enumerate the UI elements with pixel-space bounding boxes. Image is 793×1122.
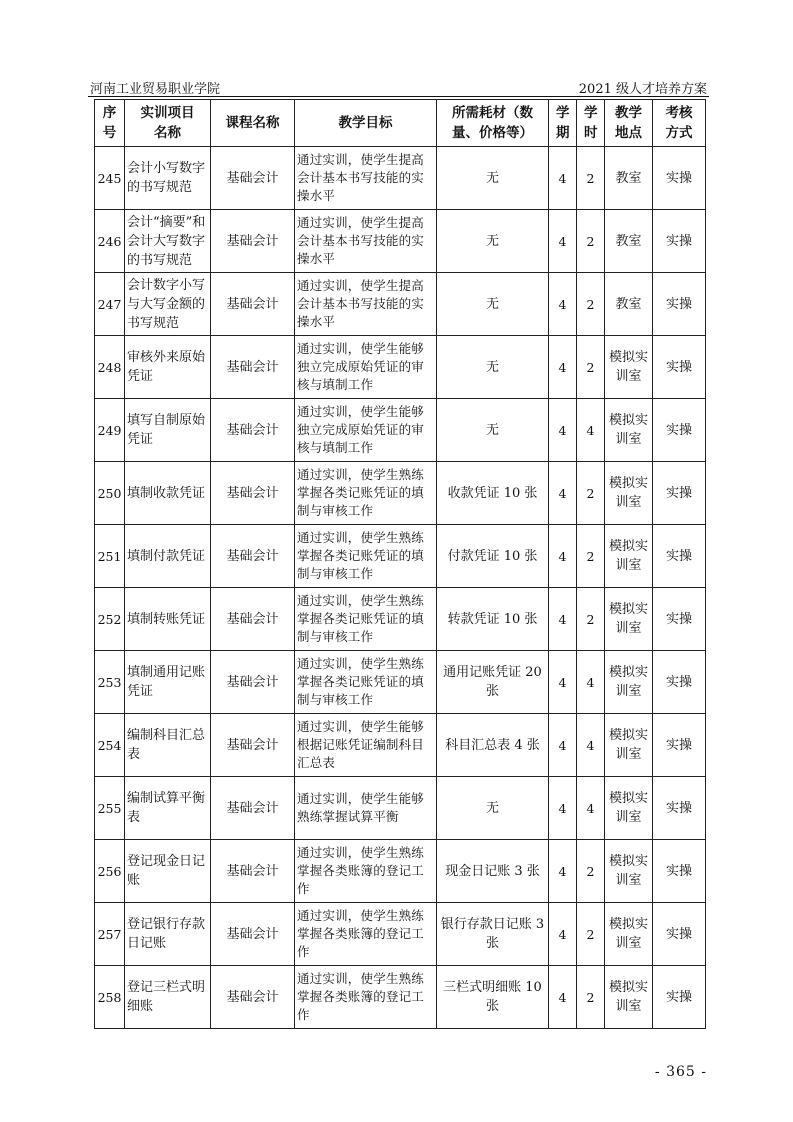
row-semester: 4 (549, 399, 577, 462)
row-location: 模拟实训室 (605, 714, 653, 777)
row-hours: 2 (577, 462, 605, 525)
table-row (95, 462, 706, 525)
row-hours: 2 (577, 525, 605, 588)
row-course-name: 基础会计 (211, 273, 295, 336)
row-project-name: 填制收款凭证 (125, 462, 211, 525)
col-header-semester: 学期 (549, 100, 577, 147)
row-location: 模拟实训室 (605, 903, 653, 966)
row-semester: 4 (549, 273, 577, 336)
row-location: 教室 (605, 210, 653, 273)
row-teaching-goal: 通过实训，使学生熟练掌握各类记账凭证的填制与审核工作 (295, 651, 437, 714)
row-project-name: 填制通用记账凭证 (125, 651, 211, 714)
row-course-name: 基础会计 (211, 714, 295, 777)
page-header (88, 78, 709, 97)
table-row (95, 714, 706, 777)
col-header-goal: 教学目标 (295, 100, 437, 147)
row-teaching-goal: 通过实训，使学生提高会计基本书写技能的实操水平 (295, 273, 437, 336)
row-teaching-goal: 通过实训，使学生熟练掌握各类记账凭证的填制与审核工作 (295, 462, 437, 525)
row-exam-method: 实操 (653, 651, 706, 714)
row-hours: 2 (577, 147, 605, 210)
row-exam-method: 实操 (653, 399, 706, 462)
row-no: 246 (95, 210, 125, 273)
row-teaching-goal: 通过实训，使学生熟练掌握各类记账凭证的填制与审核工作 (295, 588, 437, 651)
table-header-row (95, 100, 706, 147)
row-materials: 通用记账凭证 20 张 (437, 651, 549, 714)
row-exam-method: 实操 (653, 966, 706, 1029)
row-teaching-goal: 通过实训，使学生提高会计基本书写技能的实操水平 (295, 210, 437, 273)
row-exam-method: 实操 (653, 588, 706, 651)
row-semester: 4 (549, 462, 577, 525)
training-projects-table (94, 99, 706, 1029)
row-no: 250 (95, 462, 125, 525)
row-project-name: 登记三栏式明细账 (125, 966, 211, 1029)
row-course-name: 基础会计 (211, 588, 295, 651)
col-header-location: 教学地点 (605, 100, 653, 147)
row-exam-method: 实操 (653, 525, 706, 588)
row-hours: 2 (577, 840, 605, 903)
row-materials: 无 (437, 147, 549, 210)
row-hours: 2 (577, 588, 605, 651)
row-materials: 银行存款日记账 3 张 (437, 903, 549, 966)
row-semester: 4 (549, 336, 577, 399)
row-location: 模拟实训室 (605, 525, 653, 588)
row-course-name: 基础会计 (211, 399, 295, 462)
row-semester: 4 (549, 903, 577, 966)
table-row (95, 525, 706, 588)
row-materials: 无 (437, 399, 549, 462)
row-location: 教室 (605, 273, 653, 336)
row-location: 模拟实训室 (605, 588, 653, 651)
row-semester: 4 (549, 525, 577, 588)
row-materials: 三栏式明细账 10 张 (437, 966, 549, 1029)
row-exam-method: 实操 (653, 336, 706, 399)
table-row (95, 840, 706, 903)
row-course-name: 基础会计 (211, 777, 295, 840)
row-location: 教室 (605, 147, 653, 210)
table-row (95, 651, 706, 714)
row-course-name: 基础会计 (211, 147, 295, 210)
row-project-name: 登记现金日记账 (125, 840, 211, 903)
row-teaching-goal: 通过实训，使学生熟练掌握各类账簿的登记工作 (295, 966, 437, 1029)
row-semester: 4 (549, 777, 577, 840)
table-row (95, 903, 706, 966)
row-hours: 2 (577, 903, 605, 966)
row-project-name: 会计“摘要”和会计大写数字的书写规范 (125, 210, 211, 273)
row-no: 253 (95, 651, 125, 714)
row-course-name: 基础会计 (211, 462, 295, 525)
row-course-name: 基础会计 (211, 840, 295, 903)
row-hours: 4 (577, 651, 605, 714)
row-no: 245 (95, 147, 125, 210)
header-school-name: 河南工业贸易职业学院 (90, 82, 221, 97)
table-row (95, 273, 706, 336)
row-location: 模拟实训室 (605, 462, 653, 525)
table-row (95, 399, 706, 462)
row-materials: 科目汇总表 4 张 (437, 714, 549, 777)
row-semester: 4 (549, 651, 577, 714)
row-semester: 4 (549, 840, 577, 903)
row-course-name: 基础会计 (211, 210, 295, 273)
row-teaching-goal: 通过实训，使学生熟练掌握各类记账凭证的填制与审核工作 (295, 525, 437, 588)
row-semester: 4 (549, 210, 577, 273)
row-project-name: 编制科目汇总表 (125, 714, 211, 777)
table-row (95, 588, 706, 651)
row-course-name: 基础会计 (211, 525, 295, 588)
row-project-name: 填写自制原始凭证 (125, 399, 211, 462)
row-materials: 无 (437, 210, 549, 273)
row-teaching-goal: 通过实训，使学生能够独立完成原始凭证的审核与填制工作 (295, 336, 437, 399)
row-materials: 付款凭证 10 张 (437, 525, 549, 588)
col-header-hours: 学时 (577, 100, 605, 147)
row-materials: 转款凭证 10 张 (437, 588, 549, 651)
row-teaching-goal: 通过实训，使学生提高会计基本书写技能的实操水平 (295, 147, 437, 210)
row-exam-method: 实操 (653, 840, 706, 903)
page-number: - 365 - (654, 1064, 707, 1080)
row-project-name: 填制转账凭证 (125, 588, 211, 651)
row-no: 256 (95, 840, 125, 903)
row-no: 257 (95, 903, 125, 966)
row-no: 254 (95, 714, 125, 777)
row-materials: 收款凭证 10 张 (437, 462, 549, 525)
row-project-name: 审核外来原始凭证 (125, 336, 211, 399)
col-header-no: 序号 (95, 100, 125, 147)
col-header-project: 实训项目名称 (125, 100, 211, 147)
row-hours: 2 (577, 210, 605, 273)
row-exam-method: 实操 (653, 777, 706, 840)
row-semester: 4 (549, 588, 577, 651)
col-header-exam: 考核方式 (653, 100, 706, 147)
row-location: 模拟实训室 (605, 651, 653, 714)
row-semester: 4 (549, 147, 577, 210)
row-no: 255 (95, 777, 125, 840)
row-hours: 4 (577, 777, 605, 840)
row-hours: 2 (577, 273, 605, 336)
row-teaching-goal: 通过实训，使学生能够根据记账凭证编制科目汇总表 (295, 714, 437, 777)
row-exam-method: 实操 (653, 462, 706, 525)
row-teaching-goal: 通过实训，使学生熟练掌握各类账簿的登记工作 (295, 840, 437, 903)
row-project-name: 会计小写数字的书写规范 (125, 147, 211, 210)
row-teaching-goal: 通过实训，使学生熟练掌握各类账簿的登记工作 (295, 903, 437, 966)
row-project-name: 会计数字小写与大写金额的书写规范 (125, 273, 211, 336)
row-hours: 4 (577, 399, 605, 462)
row-materials: 现金日记账 3 张 (437, 840, 549, 903)
table-row (95, 777, 706, 840)
row-location: 模拟实训室 (605, 840, 653, 903)
row-no: 248 (95, 336, 125, 399)
row-no: 249 (95, 399, 125, 462)
row-materials: 无 (437, 273, 549, 336)
col-header-materials: 所需耗材（数量、价格等） (437, 100, 549, 147)
row-semester: 4 (549, 714, 577, 777)
col-header-course: 课程名称 (211, 100, 295, 147)
row-exam-method: 实操 (653, 714, 706, 777)
row-location: 模拟实训室 (605, 966, 653, 1029)
row-course-name: 基础会计 (211, 336, 295, 399)
row-hours: 2 (577, 336, 605, 399)
row-course-name: 基础会计 (211, 651, 295, 714)
row-no: 247 (95, 273, 125, 336)
row-course-name: 基础会计 (211, 903, 295, 966)
table-row (95, 210, 706, 273)
row-no: 258 (95, 966, 125, 1029)
row-location: 模拟实训室 (605, 336, 653, 399)
row-location: 模拟实训室 (605, 777, 653, 840)
table-body (95, 147, 706, 1029)
row-exam-method: 实操 (653, 210, 706, 273)
row-project-name: 编制试算平衡表 (125, 777, 211, 840)
row-teaching-goal: 通过实训，使学生能够熟练掌握试算平衡 (295, 777, 437, 840)
row-teaching-goal: 通过实训，使学生能够独立完成原始凭证的审核与填制工作 (295, 399, 437, 462)
table-row (95, 966, 706, 1029)
row-semester: 4 (549, 966, 577, 1029)
row-no: 251 (95, 525, 125, 588)
row-exam-method: 实操 (653, 147, 706, 210)
row-hours: 4 (577, 714, 605, 777)
row-materials: 无 (437, 336, 549, 399)
header-plan-title: 2021 级人才培养方案 (578, 82, 707, 97)
row-exam-method: 实操 (653, 273, 706, 336)
row-project-name: 登记银行存款日记账 (125, 903, 211, 966)
row-project-name: 填制付款凭证 (125, 525, 211, 588)
row-location: 模拟实训室 (605, 399, 653, 462)
row-no: 252 (95, 588, 125, 651)
row-course-name: 基础会计 (211, 966, 295, 1029)
table-row (95, 147, 706, 210)
table-row (95, 336, 706, 399)
row-exam-method: 实操 (653, 903, 706, 966)
row-materials: 无 (437, 777, 549, 840)
row-hours: 2 (577, 966, 605, 1029)
